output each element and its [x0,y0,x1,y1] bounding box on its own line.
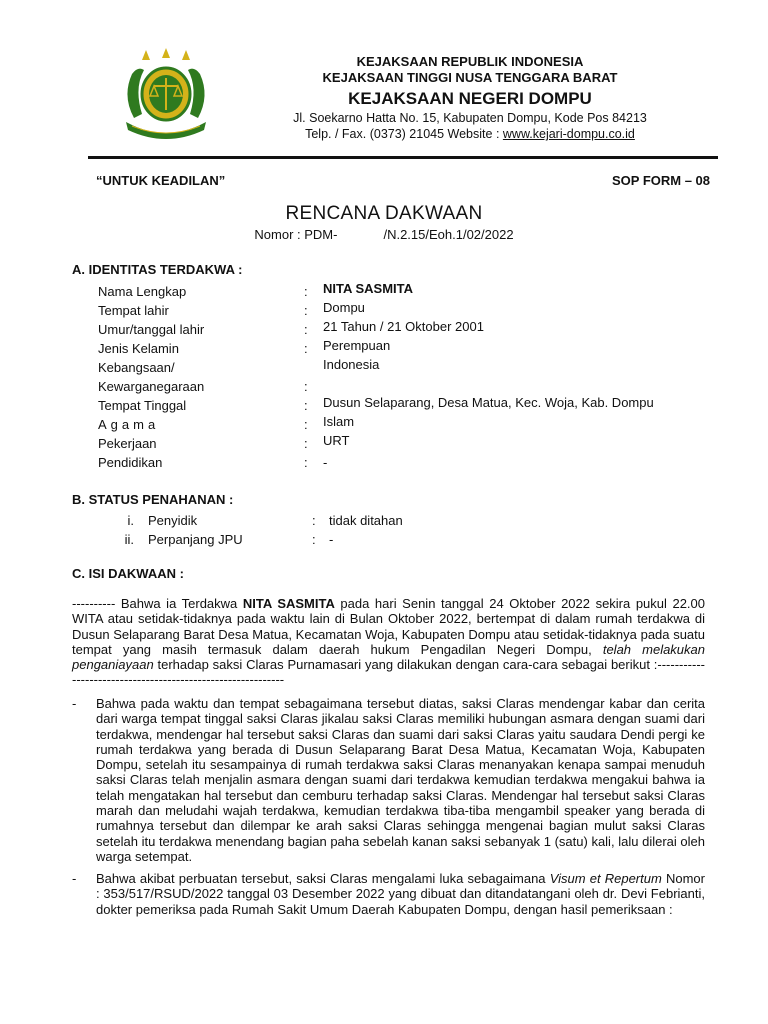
identity-label: Agama [98,417,160,432]
indictment-opening-paragraph: ---------- Bahwa ia Terdakwa NITA SASMITA pada hari Senin tanggal 24 Oktober 2022 sekira pukul 22.00 WITA atau setidak-tidaknya pada waktu lain di Bulan Oktober 2022, bertempat di dalam rumah terdakwa di Dusun Selaparang Barat Desa Matua, Kecamatan Woja, Kabupaten Dompu atau setidak-tidaknya pada suatu tempat yang masih termasuk dalam daerah hukum Pengadilan Negeri Dompu, telah melakukan penganiayaan terhadap saksi Claras Purnamasari yang dilakukan dengan cara-cara sebagai berikut :------------------------------------------------------------ [72,596,705,688]
contact-phone-fax: Telp. / Fax. (0373) 21045 Website : [305,127,503,142]
org-contact [260,127,680,143]
identity-label: Kewarganegaraan [98,379,205,394]
detention-label: Penyidik [148,513,198,528]
detention-value: tidak ditahan [329,513,403,528]
identity-label: Jenis Kelamin [98,341,179,356]
bullet-marker: - [72,696,77,711]
identity-label: Tempat lahir [98,303,169,318]
section-c-heading: C. ISI DAKWAAN : [72,566,184,581]
website-link[interactable]: www.kejari-dompu.co.id [502,127,635,142]
org-address: Jl. Soekarno Hatta No. 15, Kabupaten Dompu, Kode Pos 84213 [293,110,647,125]
form-number: SOP FORM – 08 [611,173,710,188]
identity-label: Kebangsaan/ [98,360,175,375]
org-name-district: KEJAKSAAN NEGERI DOMPU [348,88,592,108]
org-name-national: KEJAKSAAN REPUBLIK INDONESIA [356,54,584,69]
org-name-regional: KEJAKSAAN TINGGI NUSA TENGGARA BARAT [322,70,618,86]
document-number-suffix: /N.2.15/Eoh.1/02/2022 [383,227,514,242]
identity-label: Pekerjaan [98,436,157,451]
document-number [0,227,768,242]
identity-label: Umur/tanggal lahir [98,322,205,337]
letterhead-divider [88,156,718,159]
kejaksaan-emblem-icon [116,48,216,144]
detention-label: Perpanjang JPU [148,532,243,547]
section-a-heading: A. IDENTITAS TERDAKWA : [72,262,243,277]
section-b-heading: B. STATUS PENAHANAN : [72,492,234,507]
indictment-point-1: Bahwa pada waktu dan tempat sebagaimana tersebut diatas, saksi Claras mendengar kabar dan cerita dari warga tempat tinggal saksi Claras jikalau saksi Claras memiliki hubungan asmara dengan suami dari terdakwa, mendengar hal tersebut saksi Claras dan suami dari saksi Claras yaitu saudara Dendi pergi ke rumah terdakwa yang berada di Dusun Selaparang Barat Desa Matua, Kecamatan Woja, Kabupaten Dompu, setelah itu sesampainya di rumah terdakwa saksi Claras menanyakan kenapa sampai menuduh saksi Claras telah menjalin asmara dengan suami dari terdakwa kemudian terdakwa mengakui bahwa ia telah mengatakan hal tersebut dan cemburu terhadap saksi Claras. Mendengar hal tersebut saksi Claras marah dan meludahi wajah terdakwa, kemudian terdakwa tiba-tiba mengambil speaker yang berada di rumahnya tersebut dan dilempar ke arah saksi Claras sehingga mengenai bagian mulut saksi Claras setelah itu terdakwa menendang bagian paha sebelah kanan saksi sebanyak 1 (satu) kali, lalu dilerai oleh warga setempat. [96,696,705,864]
letterhead [260,54,680,143]
identity-value: Dompu [323,300,365,315]
identity-value: Perempuan [323,338,391,353]
identity-label: Nama Lengkap [98,284,187,299]
defendant-name: NITA SASMITA [242,596,335,611]
detention-number: ii. [124,532,134,547]
detention-number: i. [127,513,134,528]
identity-value: URT [323,433,350,448]
document-title: RENCANA DAKWAAN [285,203,483,224]
bullet-marker: - [72,871,77,886]
identity-value: 21 Tahun / 21 Oktober 2001 [323,319,484,334]
identity-label: Pendidikan [98,455,163,470]
identity-value: Islam [323,414,355,429]
document-number-prefix: Nomor : PDM- [254,227,338,242]
detention-value: - [329,532,334,547]
motto: “UNTUK KEADILAN” [96,173,226,188]
identity-label: Tempat Tinggal [98,398,187,413]
identity-value: NITA SASMITA [323,281,414,296]
indictment-point-2: Bahwa akibat perbuatan tersebut, saksi Claras mengalami luka sebagaimana Visum et Repertum Nomor : 353/517/RSUD/2022 tanggal 03 Desember 2022 yang dibuat dan ditandatangani oleh dr. Devi Febrianti, dokter pemeriksa pada Rumah Sakit Umum Daerah Kabupaten Dompu, dengan hasil pemeriksaan : [96,871,705,917]
identity-value: Dusun Selaparang, Desa Matua, Kec. Woja, Kab. Dompu [323,395,654,410]
identity-value: - [323,455,328,470]
identity-value: Indonesia [323,357,380,372]
